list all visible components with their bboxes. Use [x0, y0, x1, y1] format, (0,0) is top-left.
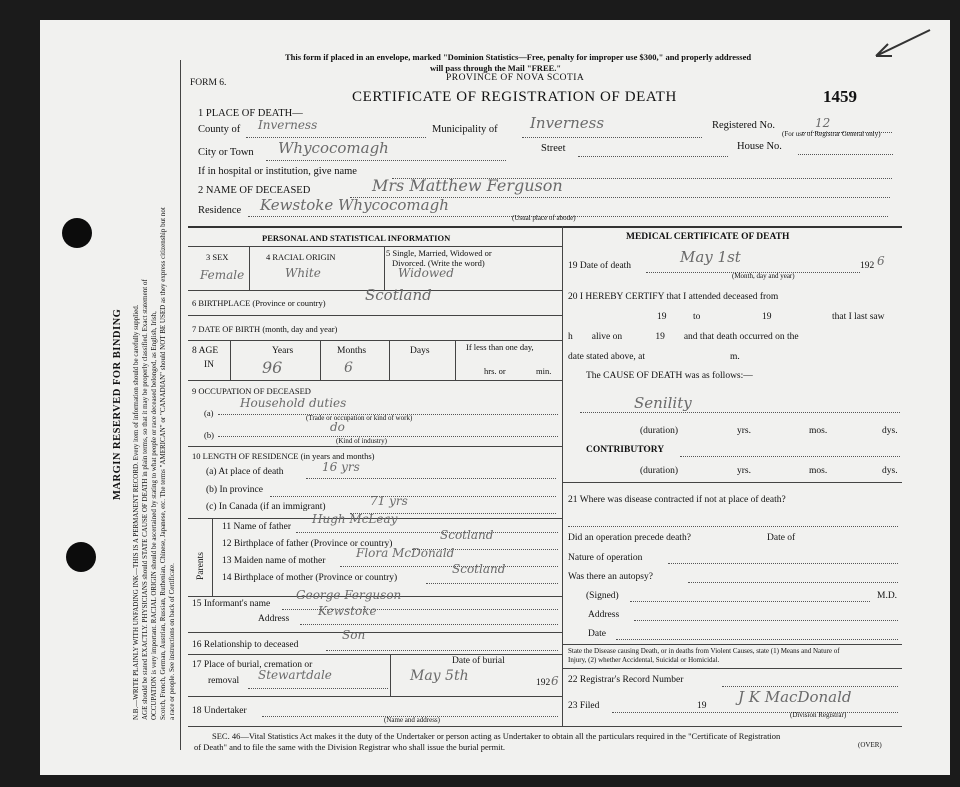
dob-label: 7 DATE OF BIRTH (month, day and year) [192, 324, 338, 334]
mother-label: 13 Maiden name of mother [222, 556, 326, 566]
registered-label: Registered No. [712, 120, 775, 131]
mother-birthplace-label: 14 Birthplace of mother (Province or country) [222, 573, 398, 583]
street-label: Street [541, 143, 566, 154]
age-label-2: IN [204, 360, 215, 370]
occupation-a-label: (a) [204, 408, 214, 418]
certify-last-saw: that I last saw [832, 312, 885, 322]
county-value: Inverness [258, 118, 318, 132]
undertaker-note: (Name and address) [384, 716, 440, 724]
place-section-label: 1 PLACE OF DEATH— [198, 108, 303, 119]
physician-date-label: Date [588, 629, 606, 639]
registrar-signature: J K MacDonald [738, 688, 852, 706]
province-title: PROVINCE OF NOVA SCOTIA [446, 73, 585, 83]
hospital-label: If in hospital or institution, give name [198, 166, 357, 177]
marital-label-1: 5 Single, Married, Widowed or [386, 248, 492, 258]
residence-label: Residence [198, 205, 242, 216]
occupation-b-label: (b) [204, 430, 214, 440]
deceased-name-value: Mrs Matthew Ferguson [372, 176, 563, 195]
binding-hole-top [62, 218, 92, 248]
age-months-value: 6 [344, 360, 353, 376]
min-label: min. [536, 366, 552, 376]
city-value: Whycocomagh [278, 139, 389, 157]
cause-dys-label: dys. [882, 426, 898, 436]
in-canada-value: 71 yrs [370, 494, 408, 508]
registered-value: 12 [815, 116, 831, 130]
in-canada-label: (c) In Canada (if an immigrant) [206, 502, 326, 512]
operation-date-label: Date of [767, 533, 796, 543]
informant-address-value: Kewstoke [318, 604, 377, 618]
burial-place-label-1: 17 Place of burial, cremation or [192, 660, 313, 670]
hrs-label: hrs. or [484, 366, 506, 376]
footer-sec-2: of Death" and to file the same with the Division Registrar who shall issue the burial permit. [194, 742, 506, 752]
autopsy-label: Was there an autopsy? [568, 572, 653, 582]
margin-rule [180, 60, 181, 750]
father-birthplace-value: Scotland [440, 528, 494, 542]
death-year-suffix: 6 [877, 254, 885, 268]
death-year-prefix: 192 [860, 261, 875, 271]
cause-mos-label: mos. [809, 426, 828, 436]
contrib-mos-label: mos. [809, 466, 828, 476]
footer-sec-1: SEC. 46—Vital Statistics Act makes it the duty of the Undertaker or person acting as Undertaker to obtain all the particulars required in the "Certificate of Registration [212, 731, 781, 741]
father-value: Hugh McLeay [312, 512, 398, 526]
informant-value: George Ferguson [296, 588, 402, 602]
age-years-value: 96 [262, 358, 283, 377]
certify-to: to [693, 312, 701, 322]
occupation-b-value: do [330, 420, 345, 434]
birthplace-label: 6 BIRTHPLACE (Province or country) [192, 298, 326, 308]
city-label: City or Town [198, 147, 254, 158]
contrib-duration-label: (duration) [640, 466, 678, 476]
filed-year: 19 [697, 701, 707, 711]
father-birthplace-label: 12 Birthplace of father (Province or country) [222, 539, 393, 549]
months-label: Months [337, 346, 367, 356]
signed-label: (Signed) [586, 591, 619, 601]
operation-label: Did an operation precede death? [568, 533, 691, 543]
marital-value: Widowed [398, 266, 454, 280]
certify-19a: 19 [657, 312, 667, 322]
certificate-number: 1459 [823, 87, 857, 106]
father-label: 11 Name of father [222, 522, 292, 532]
mother-birthplace-value: Scotland [452, 562, 506, 576]
residence-value: Kewstoke Whycocomagh [260, 196, 449, 214]
physician-address-label: Address [588, 610, 620, 620]
violent-note-1: State the Disease causing Death, or in deaths from Violent Causes, state (1) Means and Nature of [568, 647, 840, 655]
envelope-note-2: will pass through the Mail "FREE." [430, 63, 562, 73]
informant-address-label: Address [258, 614, 290, 624]
death-date-note: (Month, day and year) [732, 272, 795, 280]
binding-hole-bottom [66, 542, 96, 572]
cause-yrs-label: yrs. [737, 426, 751, 436]
form-number: FORM 6. [190, 78, 227, 88]
occupation-value: Household duties [240, 396, 347, 410]
footer-over: (OVER) [858, 741, 882, 749]
less-day-label: If less than one day, [466, 342, 534, 352]
death-date-label: 19 Date of death [568, 261, 632, 271]
contracted-label: 21 Where was disease contracted if not at place of death? [568, 495, 786, 505]
residence-note: (Usual place of abode) [512, 214, 576, 222]
certify-line-1: 20 I HEREBY CERTIFY that I attended deceased from [568, 292, 779, 302]
cause-label: The CAUSE OF DEATH was as follows:— [586, 371, 753, 381]
marital-label-2: Divorced. (Write the word) [392, 258, 485, 268]
certify-19b: 19 [762, 312, 772, 322]
margin-title: MARGIN RESERVED FOR BINDING [112, 308, 123, 500]
cause-duration-label: (duration) [640, 426, 678, 436]
race-label: 4 RACIAL ORIGIN [266, 252, 336, 262]
age-label-1: 8 AGE [192, 346, 219, 356]
registrar-record-label: 22 Registrar's Record Number [568, 675, 684, 685]
contrib-dys-label: dys. [882, 466, 898, 476]
in-province-label: (b) In province [206, 485, 263, 495]
mother-value: Flora McDonald [356, 546, 455, 560]
margin-instruction-4: Scotch, French, German, Austrian, Russian, Ruthenian, Chinese, Japanese, etc. The terms "AMERICAN" or "CANADIAN" should NOT BE USED as they express citizenship but not [159, 207, 167, 720]
arrow-mark-icon [868, 26, 932, 62]
certify-line-4-m: m. [730, 352, 740, 362]
death-date-value: May 1st [680, 248, 741, 266]
burial-place-value: Stewartdale [258, 668, 332, 682]
page-title: CERTIFICATE OF REGISTRATION OF DEATH [352, 89, 677, 105]
deceased-name-label: 2 NAME OF DECEASED [198, 185, 311, 196]
occupation-label: 9 OCCUPATION OF DECEASED [192, 386, 311, 396]
burial-place-label-2: removal [208, 676, 240, 686]
margin-instruction-1: N.B.—WRITE PLAINLY WITH UNFADING INK—THIS IS A PERMANENT RECORD. Every item of information should be carefully supplied. [132, 304, 140, 720]
municipality-label: Municipality of [432, 124, 498, 135]
certify-line-3: h alive on 19 and that death occurred on the [568, 332, 799, 342]
trade-note: (Trade or occupation or kind of work) [306, 414, 413, 422]
burial-year-prefix: 192 [536, 678, 551, 688]
medical-heading: MEDICAL CERTIFICATE OF DEATH [626, 232, 790, 242]
relationship-value: Son [342, 628, 366, 642]
house-label: House No. [737, 141, 782, 152]
contributory-label: CONTRIBUTORY [586, 445, 665, 455]
informant-label: 15 Informant's name [192, 599, 271, 609]
undertaker-label: 18 Undertaker [192, 706, 247, 716]
at-place-label: (a) At place of death [206, 467, 284, 477]
parents-label: Parents [196, 552, 206, 580]
relationship-label: 16 Relationship to deceased [192, 640, 299, 650]
years-label: Years [272, 346, 294, 356]
margin-instruction-3: OCCUPATION is very important. RACIAL ORIGIN should be ascertained by stating to what people or race deceased belonged, as English, Irish, [150, 311, 158, 720]
margin-instruction-5: a race or people. See instructions on back of Certificate. [168, 563, 176, 720]
municipality-value: Inverness [530, 114, 605, 132]
division-registrar-label: (Division Registrar) [790, 711, 847, 719]
violent-note-2: Injury, (2) whether Accidental, Suicidal or Homicidal. [568, 656, 720, 664]
burial-date-value: May 5th [410, 668, 469, 684]
burial-date-label: Date of burial [452, 656, 505, 666]
birthplace-value: Scotland [365, 286, 432, 304]
certify-line-4: date stated above, at [568, 352, 646, 362]
sex-label: 3 SEX [206, 252, 229, 262]
contrib-yrs-label: yrs. [737, 466, 751, 476]
residence-length-label: 10 LENGTH OF RESIDENCE (in years and months) [192, 451, 375, 461]
county-label: County of [198, 124, 241, 135]
days-label: Days [410, 346, 430, 356]
filed-label: 23 Filed [568, 701, 600, 711]
margin-instruction-2: AGE should be stated EXACTLY. PHYSICIANS should STATE CAUSE OF DEATH in plain terms, so that it may be properly classified. Exact statement of [141, 279, 149, 720]
cause-value: Senility [634, 394, 692, 412]
md-label: M.D. [877, 591, 898, 601]
race-value: White [285, 266, 321, 280]
personal-heading: PERSONAL AND STATISTICAL INFORMATION [262, 233, 451, 243]
nature-label: Nature of operation [568, 553, 643, 563]
envelope-note-1: This form if placed in an envelope, marked "Dominion Statistics—Free, penalty for improper use $300," and properly addressed [285, 52, 752, 62]
at-place-value: 16 yrs [322, 460, 360, 474]
burial-year-suffix: 6 [551, 674, 559, 688]
registered-note: (For use of Registrar General only) [782, 130, 881, 138]
industry-note: (Kind of industry) [336, 437, 387, 445]
sex-value: Female [200, 268, 245, 282]
